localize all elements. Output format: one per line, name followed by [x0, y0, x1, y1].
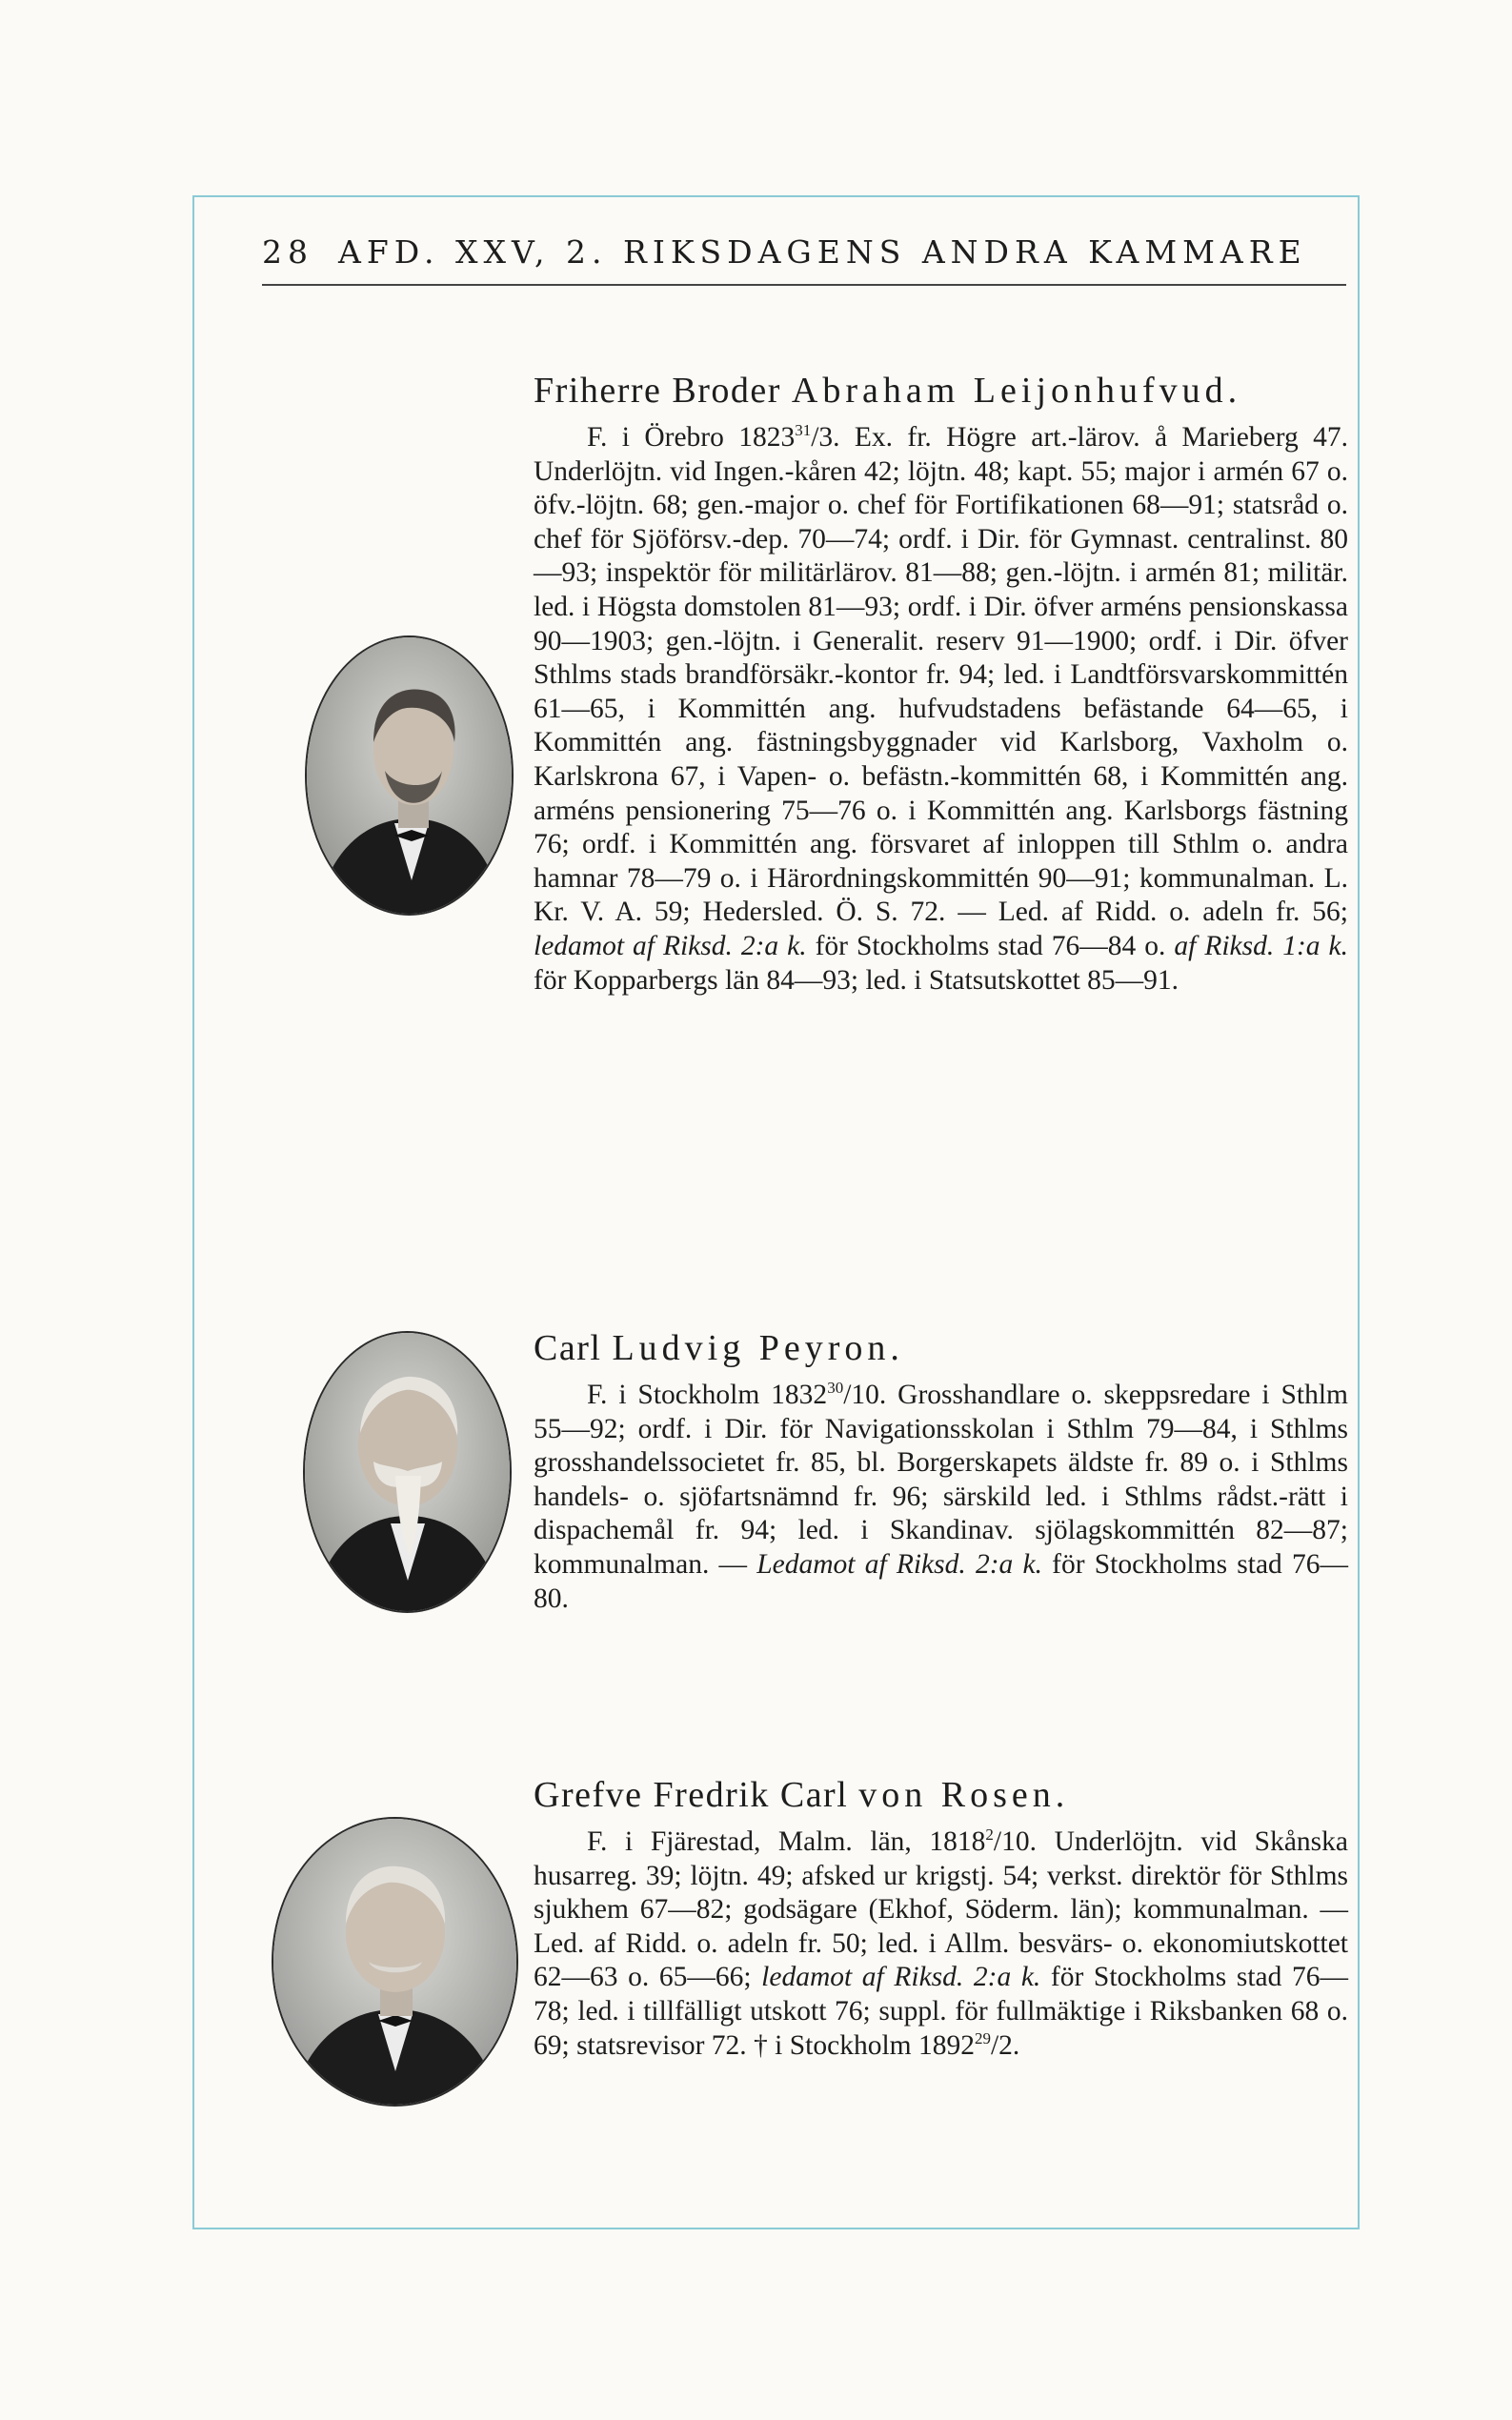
biography: F. i Stockholm 1832$^{30}$/10. Grosshandlare o. skeppsredare i Sthlm 55—92; ordf. i Dir. för Navigationsskolan i Sthlm 79—84, i Sthlms grosshandelssocietet fr. 85, bl. Borgerskapets äldste fr. 89 o. i Sthlms handels- o. sjöfartsnämnd fr. 96; särskild led. i Sthlms rådst.-rätt i dispachemål fr. 94; led. i Skandinav. sjölagskommittén 82—87; kommunalman. — Ledamot af Riksd. 2:a k. för Stockholms stad 76—80.	[534, 1379, 1348, 1614]
name-prefix: Friherre Broder	[534, 371, 781, 411]
entry-leijonhufvud	[534, 370, 1348, 998]
name-surname: von Rosen.	[858, 1775, 1070, 1815]
portrait-von-rosen	[272, 1817, 518, 2107]
entry-name	[534, 1774, 1348, 1816]
running-title: AFD. XXV, 2. RIKSDAGENS ANDRA KAMMARE	[338, 233, 1307, 271]
entry-name	[534, 370, 1348, 412]
entry-von-rosen	[534, 1774, 1348, 2063]
name-prefix: Grefve Fredrik Carl	[534, 1775, 849, 1815]
name-surname: Abraham Leijonhufvud.	[791, 371, 1242, 411]
biography: F. i Örebro 1823$^{31}$/3. Ex. fr. Högre art.-lärov. å Marieberg 47. Underlöjtn. vid Ingen.-kåren 42; löjtn. 48; kapt. 55; major i armén 67 o. öfv.-löjtn. 68; gen.-major o. chef för Fortifikationen 68—91; statsråd o. chef för Sjöförsv.-dep. 70—74; ordf. i Dir. för Gymnast. centralinst. 80—93; inspektör för militärlärov. 81—88; gen.-löjtn. i armén 81; militär. led. i Högsta domstolen 81—93; ordf. i Dir. öfver arméns pensionskassa 90—1903; gen.-löjtn. i Generalit. reserv 91—1900; ordf. i Dir. öfver Sthlms stads brandförsäkr.-kontor fr. 94; led. i Landtförsvarskommittén 61—65, i Kommittén ang. hufvudstadens befästande 64—65, i Kommittén ang. fästningsbyggnader vid Karlsborg, Vaxholm o. Karlskrona 67, i Vapen- o. befästn.-kommittén 68, i Kommittén ang. arméns pensionering 75—76 o. i Kommittén ang. Karlsborgs fästning 76; ordf. i Kommittén ang. försvaret af inloppen till Sthlm o. andra hamnar 78—79 o. i Härordningskommittén 90—91; kommunalman. L. Kr. V. A. 59; Hedersled. Ö. S. 72. — Led. af Ridd. o. adeln fr. 56; ledamot af Riksd. 2:a k. för Stockholms stad 76—84 o. af Riksd. 1:a k. för Kopparbergs län 84—93; led. i Statsutskottet 85—91.	[534, 421, 1348, 996]
running-head	[262, 233, 1346, 271]
name-prefix: Carl	[534, 1328, 602, 1368]
portrait-leijonhufvud	[305, 635, 514, 916]
header-rule	[262, 284, 1346, 286]
entry-name	[534, 1327, 1348, 1369]
portrait-peyron	[303, 1331, 512, 1613]
name-surname: Ludvig Peyron.	[612, 1328, 904, 1368]
biography: F. i Fjärestad, Malm. län, 1818$^2$/10. Underlöjtn. vid Skånska husarreg. 39; löjtn. 49; afsked ur krigstj. 54; verkst. direktör för Sthlms sjukhem 67—82; godsägare (Ekhof, Söderm. län); kommunalman. — Led. af Ridd. o. adeln fr. 50; led. i Allm. besvärs- o. ekonomiutskottet 62—63 o. 65—66; ledamot af Riksd. 2:a k. för Stockholms stad 76—78; led. i tillfälligt utskott 76; suppl. för fullmäktige i Riksbanken 68 o. 69; statsrevisor 72. † i Stockholm 1892$^{29}$/2.	[534, 1825, 1348, 2061]
entry-peyron	[534, 1327, 1348, 1616]
page-number: 28	[262, 233, 313, 271]
